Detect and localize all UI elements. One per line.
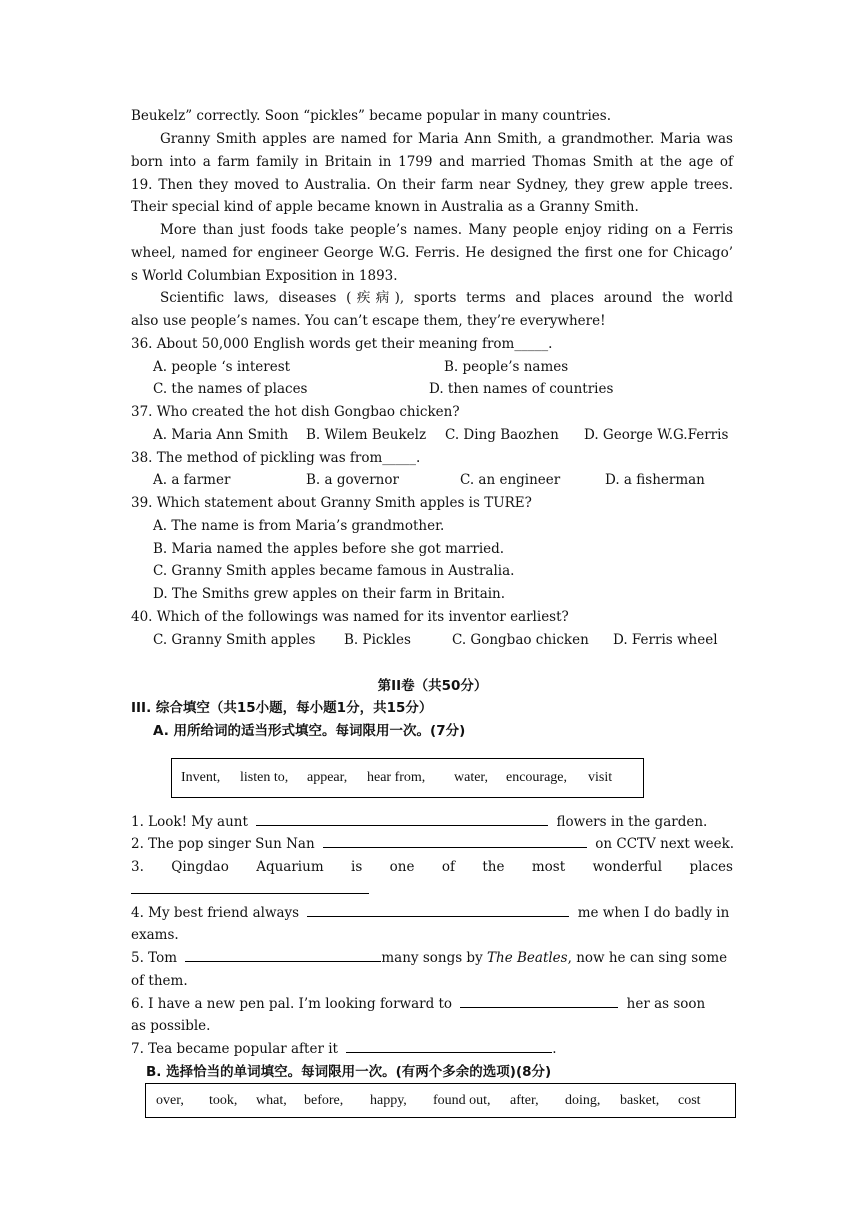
word-option: before, bbox=[304, 1092, 344, 1108]
answer-blank[interactable] bbox=[185, 949, 381, 962]
sentence-word: one bbox=[389, 859, 415, 875]
sentence-text: flowers in the garden. bbox=[556, 814, 708, 830]
answer-option[interactable]: D. then names of countries bbox=[429, 381, 614, 397]
answer-option[interactable]: B. a governor bbox=[306, 472, 399, 488]
question-stem: 37. Who created the hot dish Gongbao chicken? bbox=[131, 404, 460, 420]
word-box-b bbox=[145, 1083, 736, 1118]
word-option: encourage, bbox=[506, 770, 568, 785]
passage-line: wheel, named for engineer George W.G. Ferris. He designed the first one for Chicago’ bbox=[131, 245, 733, 261]
word-option: appear, bbox=[307, 770, 348, 785]
word-option: listen to, bbox=[240, 770, 289, 785]
word-option: Invent, bbox=[181, 770, 221, 785]
word-option: found out, bbox=[433, 1092, 491, 1108]
sentence-text: her as soon bbox=[626, 996, 706, 1012]
question-stem: 40. Which of the followings was named for its inventor earliest? bbox=[131, 609, 569, 625]
sentence-text: of them. bbox=[131, 973, 188, 989]
word-option: over, bbox=[156, 1092, 184, 1108]
passage-line: Beukelz” correctly. Soon “pickles” became popular in many countries. bbox=[131, 108, 612, 124]
answer-option[interactable]: D. George W.G.Ferris bbox=[584, 427, 729, 443]
answer-option[interactable]: B. people’s names bbox=[444, 359, 569, 375]
answer-option[interactable]: B. Wilem Beukelz bbox=[306, 427, 427, 443]
fill-sentence-1 bbox=[131, 813, 707, 831]
answer-option[interactable]: C. Granny Smith apples bbox=[153, 632, 316, 648]
fill-sentence-3 bbox=[131, 858, 733, 876]
question-stem: 36. About 50,000 English words get their meaning from_____. bbox=[131, 336, 553, 352]
word-option: doing, bbox=[565, 1092, 601, 1108]
word-option: happy, bbox=[370, 1092, 407, 1108]
word-option: water, bbox=[454, 770, 489, 785]
section-a-instructions: A. 用所给词的适当形式填空。每词限用一次。(7分) bbox=[153, 723, 466, 739]
answer-blank[interactable] bbox=[460, 995, 618, 1008]
fill-sentence-7 bbox=[131, 1040, 557, 1058]
section-b-instructions: B. 选择恰当的单词填空。每词限用一次。(有两个多余的选项)(8分) bbox=[146, 1064, 552, 1080]
answer-option[interactable]: B. Pickles bbox=[344, 632, 411, 648]
word-box-a bbox=[171, 758, 644, 798]
answer-blank[interactable] bbox=[307, 904, 569, 917]
answer-option[interactable]: C. Granny Smith apples became famous in Australia. bbox=[153, 563, 515, 579]
sentence-text: . bbox=[552, 1041, 557, 1057]
sentence-text: 6. I have a new pen pal. I’m looking forward to bbox=[131, 996, 453, 1012]
answer-option[interactable]: A. Maria Ann Smith bbox=[153, 427, 289, 443]
sentence-text: on CCTV next week. bbox=[595, 836, 735, 852]
sentence-word: wonderful bbox=[592, 859, 663, 875]
answer-option[interactable]: A. a farmer bbox=[153, 472, 231, 488]
question-stem: 38. The method of pickling was from_____. bbox=[131, 450, 421, 466]
fill-sentence-4 bbox=[131, 904, 729, 922]
passage-line: Scientific laws, diseases (疾病), sports terms and places around the world bbox=[160, 290, 733, 306]
answer-blank[interactable] bbox=[346, 1040, 552, 1053]
word-option: basket, bbox=[620, 1092, 660, 1108]
passage-line: 19. Then they moved to Australia. On their farm near Sydney, they grew apple trees. bbox=[131, 177, 733, 193]
answer-option[interactable]: D. The Smiths grew apples on their farm in Britain. bbox=[153, 586, 506, 602]
sentence-text: exams. bbox=[131, 927, 179, 943]
sentence-word: most bbox=[531, 859, 566, 875]
sentence-text: many songs by bbox=[381, 950, 483, 966]
fill-sentence-3-cont bbox=[131, 881, 369, 899]
passage-line: s World Columbian Exposition in 1893. bbox=[131, 268, 398, 284]
sentence-word: is bbox=[351, 859, 363, 875]
passage-line: born into a farm family in Britain in 1799 and married Thomas Smith at the age of bbox=[131, 154, 733, 170]
answer-option[interactable]: A. The name is from Maria’s grandmother. bbox=[153, 518, 445, 534]
answer-option[interactable]: C. Gongbao chicken bbox=[452, 632, 589, 648]
passage-line: Their special kind of apple became known in Australia as a Granny Smith. bbox=[131, 199, 639, 215]
word-option: took, bbox=[209, 1092, 238, 1108]
section-heading: III. 综合填空（共15小题，每小题1分，共15分） bbox=[131, 700, 433, 716]
word-option: cost bbox=[678, 1092, 701, 1108]
answer-option[interactable]: A. people ‘s interest bbox=[153, 359, 291, 375]
word-option: after, bbox=[510, 1092, 539, 1108]
sentence-word: Qingdao bbox=[171, 859, 229, 875]
word-option: visit bbox=[588, 770, 613, 785]
sentence-word: places bbox=[689, 859, 733, 875]
passage-line: Granny Smith apples are named for Maria Ann Smith, a grandmother. Maria was bbox=[160, 131, 733, 147]
answer-blank[interactable] bbox=[131, 881, 369, 894]
sentence-text: 7. Tea became popular after it bbox=[131, 1041, 338, 1057]
answer-option[interactable]: C. Ding Baozhen bbox=[445, 427, 559, 443]
answer-option[interactable]: D. Ferris wheel bbox=[613, 632, 718, 648]
sentence-word: 3. bbox=[131, 859, 144, 875]
sentence-text: 4. My best friend always bbox=[131, 905, 300, 921]
fill-sentence-5 bbox=[131, 949, 727, 967]
passage-line: also use people’s names. You can’t escape them, they’re everywhere! bbox=[131, 313, 606, 329]
sentence-text: as possible. bbox=[131, 1018, 211, 1034]
answer-option[interactable]: C. the names of places bbox=[153, 381, 308, 397]
question-stem: 39. Which statement about Granny Smith apples is TURE? bbox=[131, 495, 532, 511]
sentence-text: 1. Look! My aunt bbox=[131, 814, 248, 830]
sentence-text: me when I do badly in bbox=[577, 905, 730, 921]
sentence-text: , now he can sing some bbox=[567, 950, 728, 966]
answer-blank[interactable] bbox=[256, 813, 548, 826]
sentence-word: the bbox=[482, 859, 505, 875]
answer-blank[interactable] bbox=[323, 835, 587, 848]
sentence-word: Aquarium bbox=[256, 859, 324, 875]
sentence-text: 2. The pop singer Sun Nan bbox=[131, 836, 315, 852]
word-option: hear from, bbox=[367, 770, 426, 785]
answer-option[interactable]: B. Maria named the apples before she got married. bbox=[153, 541, 505, 557]
answer-option[interactable]: D. a fisherman bbox=[605, 472, 705, 488]
sentence-word: of bbox=[441, 859, 455, 875]
passage-line: More than just foods take people’s names. Many people enjoy riding on a Ferris bbox=[160, 222, 733, 238]
sentence-title: The Beatles bbox=[487, 950, 568, 966]
part-title: 第II卷（共50分） bbox=[377, 678, 488, 694]
fill-sentence-2 bbox=[131, 835, 734, 853]
sentence-text: 5. Tom bbox=[131, 950, 178, 966]
fill-sentence-6 bbox=[131, 995, 705, 1013]
word-option: what, bbox=[256, 1092, 287, 1108]
answer-option[interactable]: C. an engineer bbox=[460, 472, 561, 488]
